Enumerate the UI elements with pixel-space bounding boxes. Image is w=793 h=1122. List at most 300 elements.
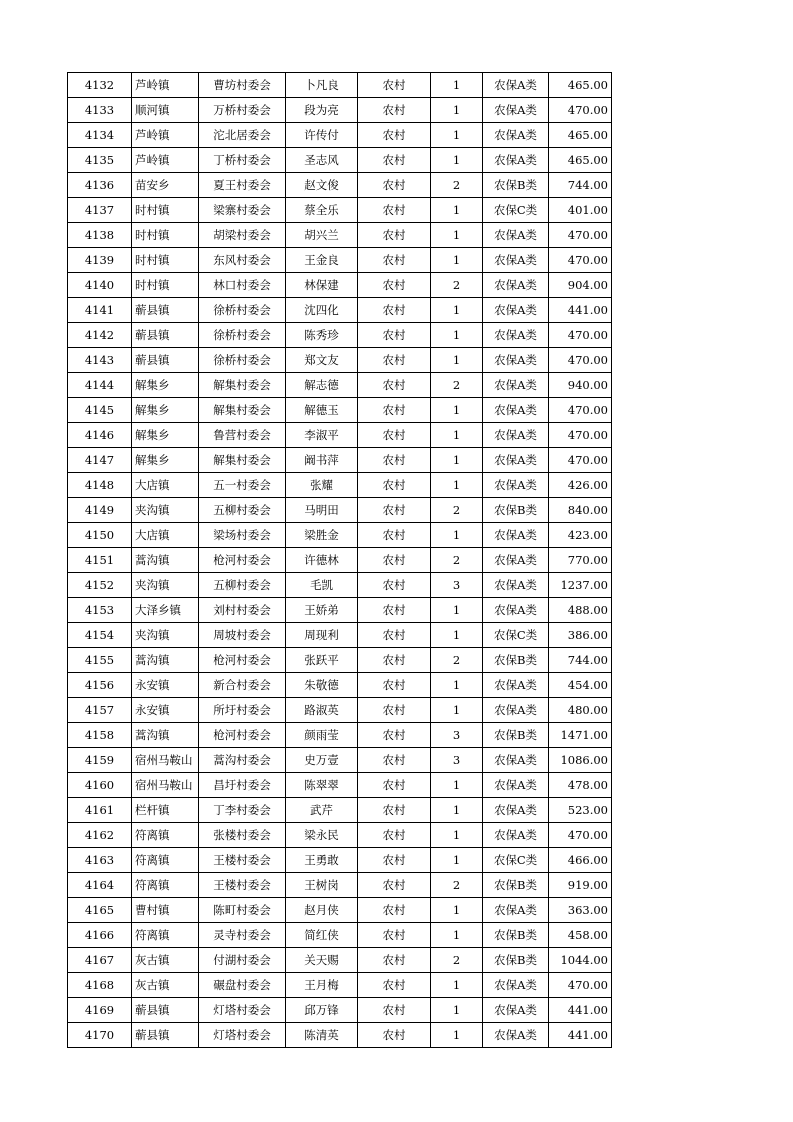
town-cell: 大店镇: [132, 473, 199, 498]
row-number-cell: 4145: [68, 398, 132, 423]
household-type-cell: 农村: [358, 498, 431, 523]
row-number-cell: 4133: [68, 98, 132, 123]
household-type-cell: 农村: [358, 198, 431, 223]
amount-cell: 470.00: [549, 323, 612, 348]
person-name-cell: 李淑平: [286, 423, 358, 448]
table-row: [68, 273, 612, 298]
row-number-cell: 4140: [68, 273, 132, 298]
row-number-cell: 4169: [68, 998, 132, 1023]
person-count-cell: 1: [431, 423, 483, 448]
household-type-cell: 农村: [358, 523, 431, 548]
category-cell: 农保B类: [483, 948, 549, 973]
person-count-cell: 1: [431, 123, 483, 148]
table-row: [68, 448, 612, 473]
category-cell: 农保A类: [483, 148, 549, 173]
person-count-cell: 1: [431, 448, 483, 473]
town-cell: 夹沟镇: [132, 623, 199, 648]
person-count-cell: 1: [431, 673, 483, 698]
person-name-cell: 赵月侠: [286, 898, 358, 923]
table-row: [68, 223, 612, 248]
village-cell: 梁场村委会: [199, 523, 286, 548]
person-name-cell: 林保建: [286, 273, 358, 298]
person-count-cell: 1: [431, 73, 483, 98]
household-type-cell: 农村: [358, 948, 431, 973]
table-row: [68, 623, 612, 648]
row-number-cell: 4166: [68, 923, 132, 948]
household-type-cell: 农村: [358, 373, 431, 398]
category-cell: 农保B类: [483, 923, 549, 948]
person-count-cell: 1: [431, 773, 483, 798]
person-count-cell: 1: [431, 298, 483, 323]
village-cell: 灵寺村委会: [199, 923, 286, 948]
row-number-cell: 4168: [68, 973, 132, 998]
category-cell: 农保C类: [483, 198, 549, 223]
row-number-cell: 4161: [68, 798, 132, 823]
household-type-cell: 农村: [358, 448, 431, 473]
town-cell: 解集乡: [132, 373, 199, 398]
person-count-cell: 2: [431, 648, 483, 673]
town-cell: 永安镇: [132, 673, 199, 698]
household-type-cell: 农村: [358, 898, 431, 923]
town-cell: 符离镇: [132, 873, 199, 898]
amount-cell: 1086.00: [549, 748, 612, 773]
town-cell: 芦岭镇: [132, 148, 199, 173]
household-type-cell: 农村: [358, 473, 431, 498]
row-number-cell: 4155: [68, 648, 132, 673]
village-cell: 沱北居委会: [199, 123, 286, 148]
town-cell: 灰古镇: [132, 948, 199, 973]
person-name-cell: 陈秀珍: [286, 323, 358, 348]
row-number-cell: 4136: [68, 173, 132, 198]
amount-cell: 470.00: [549, 423, 612, 448]
person-count-cell: 3: [431, 748, 483, 773]
person-name-cell: 阚书萍: [286, 448, 358, 473]
person-count-cell: 1: [431, 198, 483, 223]
amount-cell: 523.00: [549, 798, 612, 823]
town-cell: 宿州马鞍山: [132, 773, 199, 798]
category-cell: 农保A类: [483, 598, 549, 623]
category-cell: 农保A类: [483, 798, 549, 823]
person-name-cell: 王勇敢: [286, 848, 358, 873]
town-cell: 永安镇: [132, 698, 199, 723]
table-row: [68, 98, 612, 123]
row-number-cell: 4162: [68, 823, 132, 848]
person-count-cell: 1: [431, 623, 483, 648]
table-row: [68, 848, 612, 873]
person-count-cell: 1: [431, 398, 483, 423]
category-cell: 农保A类: [483, 123, 549, 148]
amount-cell: 465.00: [549, 148, 612, 173]
town-cell: 芦岭镇: [132, 123, 199, 148]
category-cell: 农保C类: [483, 848, 549, 873]
category-cell: 农保A类: [483, 748, 549, 773]
household-type-cell: 农村: [358, 623, 431, 648]
town-cell: 夹沟镇: [132, 498, 199, 523]
town-cell: 解集乡: [132, 398, 199, 423]
category-cell: 农保A类: [483, 398, 549, 423]
person-count-cell: 1: [431, 998, 483, 1023]
category-cell: 农保C类: [483, 623, 549, 648]
person-count-cell: 1: [431, 148, 483, 173]
person-name-cell: 梁胜金: [286, 523, 358, 548]
village-cell: 枪河村委会: [199, 548, 286, 573]
amount-cell: 744.00: [549, 173, 612, 198]
village-cell: 枪河村委会: [199, 723, 286, 748]
category-cell: 农保A类: [483, 273, 549, 298]
table-row: [68, 323, 612, 348]
row-number-cell: 4157: [68, 698, 132, 723]
town-cell: 符离镇: [132, 823, 199, 848]
table-row: [68, 473, 612, 498]
household-type-cell: 农村: [358, 223, 431, 248]
table-row: [68, 923, 612, 948]
household-type-cell: 农村: [358, 973, 431, 998]
household-type-cell: 农村: [358, 123, 431, 148]
amount-cell: 470.00: [549, 98, 612, 123]
village-cell: 枪河村委会: [199, 648, 286, 673]
table-row: [68, 123, 612, 148]
household-type-cell: 农村: [358, 73, 431, 98]
row-number-cell: 4151: [68, 548, 132, 573]
row-number-cell: 4159: [68, 748, 132, 773]
village-cell: 东风村委会: [199, 248, 286, 273]
table-row: [68, 398, 612, 423]
person-count-cell: 1: [431, 223, 483, 248]
household-type-cell: 农村: [358, 398, 431, 423]
town-cell: 时村镇: [132, 223, 199, 248]
household-type-cell: 农村: [358, 773, 431, 798]
town-cell: 大店镇: [132, 523, 199, 548]
village-cell: 蒿沟村委会: [199, 748, 286, 773]
person-name-cell: 朱敬德: [286, 673, 358, 698]
row-number-cell: 4134: [68, 123, 132, 148]
town-cell: 栏杆镇: [132, 798, 199, 823]
amount-cell: 470.00: [549, 223, 612, 248]
table-row: [68, 248, 612, 273]
person-count-cell: 1: [431, 923, 483, 948]
village-cell: 丁李村委会: [199, 798, 286, 823]
amount-cell: 940.00: [549, 373, 612, 398]
row-number-cell: 4141: [68, 298, 132, 323]
household-type-cell: 农村: [358, 173, 431, 198]
amount-cell: 744.00: [549, 648, 612, 673]
amount-cell: 386.00: [549, 623, 612, 648]
village-cell: 徐桥村委会: [199, 348, 286, 373]
beneficiary-table: [67, 72, 612, 1048]
household-type-cell: 农村: [358, 248, 431, 273]
table-row: [68, 498, 612, 523]
household-type-cell: 农村: [358, 548, 431, 573]
category-cell: 农保A类: [483, 523, 549, 548]
table-row: [68, 898, 612, 923]
person-count-cell: 2: [431, 548, 483, 573]
table-row: [68, 148, 612, 173]
household-type-cell: 农村: [358, 273, 431, 298]
table-row: [68, 673, 612, 698]
town-cell: 符离镇: [132, 848, 199, 873]
category-cell: 农保A类: [483, 248, 549, 273]
village-cell: 张楼村委会: [199, 823, 286, 848]
table-row: [68, 523, 612, 548]
category-cell: 农保A类: [483, 423, 549, 448]
amount-cell: 441.00: [549, 998, 612, 1023]
town-cell: 蕲县镇: [132, 298, 199, 323]
category-cell: 农保A类: [483, 573, 549, 598]
category-cell: 农保A类: [483, 98, 549, 123]
table-row: [68, 423, 612, 448]
household-type-cell: 农村: [358, 998, 431, 1023]
table-row: [68, 298, 612, 323]
amount-cell: 470.00: [549, 448, 612, 473]
village-cell: 五柳村委会: [199, 498, 286, 523]
amount-cell: 466.00: [549, 848, 612, 873]
town-cell: 蕲县镇: [132, 323, 199, 348]
category-cell: 农保B类: [483, 873, 549, 898]
person-name-cell: 简红侠: [286, 923, 358, 948]
town-cell: 曹村镇: [132, 898, 199, 923]
amount-cell: 454.00: [549, 673, 612, 698]
village-cell: 鲁营村委会: [199, 423, 286, 448]
household-type-cell: 农村: [358, 573, 431, 598]
person-count-cell: 2: [431, 948, 483, 973]
row-number-cell: 4143: [68, 348, 132, 373]
category-cell: 农保A类: [483, 773, 549, 798]
amount-cell: 423.00: [549, 523, 612, 548]
person-name-cell: 解志德: [286, 373, 358, 398]
village-cell: 陈町村委会: [199, 898, 286, 923]
town-cell: 时村镇: [132, 273, 199, 298]
household-type-cell: 农村: [358, 98, 431, 123]
village-cell: 解集村委会: [199, 398, 286, 423]
town-cell: 符离镇: [132, 923, 199, 948]
table-row: [68, 573, 612, 598]
person-count-cell: 1: [431, 348, 483, 373]
amount-cell: 363.00: [549, 898, 612, 923]
person-name-cell: 蔡全乐: [286, 198, 358, 223]
amount-cell: 465.00: [549, 73, 612, 98]
person-count-cell: 2: [431, 173, 483, 198]
row-number-cell: 4144: [68, 373, 132, 398]
village-cell: 万桥村委会: [199, 98, 286, 123]
person-count-cell: 1: [431, 823, 483, 848]
household-type-cell: 农村: [358, 798, 431, 823]
amount-cell: 470.00: [549, 248, 612, 273]
amount-cell: 470.00: [549, 823, 612, 848]
amount-cell: 470.00: [549, 973, 612, 998]
table-row: [68, 798, 612, 823]
category-cell: 农保A类: [483, 323, 549, 348]
household-type-cell: 农村: [358, 848, 431, 873]
person-name-cell: 卜凡良: [286, 73, 358, 98]
person-name-cell: 马明田: [286, 498, 358, 523]
amount-cell: 770.00: [549, 548, 612, 573]
person-count-cell: 1: [431, 898, 483, 923]
town-cell: 蕲县镇: [132, 348, 199, 373]
category-cell: 农保A类: [483, 548, 549, 573]
amount-cell: 426.00: [549, 473, 612, 498]
person-name-cell: 郑文友: [286, 348, 358, 373]
person-name-cell: 颜雨莹: [286, 723, 358, 748]
row-number-cell: 4163: [68, 848, 132, 873]
amount-cell: 458.00: [549, 923, 612, 948]
row-number-cell: 4148: [68, 473, 132, 498]
amount-cell: 904.00: [549, 273, 612, 298]
village-cell: 灯塔村委会: [199, 1023, 286, 1048]
town-cell: 芦岭镇: [132, 73, 199, 98]
town-cell: 顺河镇: [132, 98, 199, 123]
household-type-cell: 农村: [358, 923, 431, 948]
village-cell: 曹坊村委会: [199, 73, 286, 98]
village-cell: 胡梁村委会: [199, 223, 286, 248]
table-row: [68, 173, 612, 198]
amount-cell: 441.00: [549, 298, 612, 323]
town-cell: 苗安乡: [132, 173, 199, 198]
row-number-cell: 4160: [68, 773, 132, 798]
row-number-cell: 4135: [68, 148, 132, 173]
household-type-cell: 农村: [358, 723, 431, 748]
household-type-cell: 农村: [358, 598, 431, 623]
amount-cell: 470.00: [549, 348, 612, 373]
household-type-cell: 农村: [358, 698, 431, 723]
category-cell: 农保A类: [483, 348, 549, 373]
table-row: [68, 873, 612, 898]
village-cell: 五一村委会: [199, 473, 286, 498]
category-cell: 农保B类: [483, 723, 549, 748]
village-cell: 刘村村委会: [199, 598, 286, 623]
row-number-cell: 4164: [68, 873, 132, 898]
household-type-cell: 农村: [358, 423, 431, 448]
household-type-cell: 农村: [358, 873, 431, 898]
amount-cell: 441.00: [549, 1023, 612, 1048]
amount-cell: 488.00: [549, 598, 612, 623]
village-cell: 夏王村委会: [199, 173, 286, 198]
amount-cell: 465.00: [549, 123, 612, 148]
row-number-cell: 4165: [68, 898, 132, 923]
person-name-cell: 邱万锋: [286, 998, 358, 1023]
table-row: [68, 973, 612, 998]
person-name-cell: 梁永民: [286, 823, 358, 848]
row-number-cell: 4170: [68, 1023, 132, 1048]
row-number-cell: 4150: [68, 523, 132, 548]
person-count-cell: 1: [431, 848, 483, 873]
table-row: [68, 1023, 612, 1048]
town-cell: 蕲县镇: [132, 1023, 199, 1048]
person-name-cell: 陈翠翠: [286, 773, 358, 798]
person-name-cell: 赵文俊: [286, 173, 358, 198]
person-name-cell: 王树岗: [286, 873, 358, 898]
table-row: [68, 998, 612, 1023]
amount-cell: 1044.00: [549, 948, 612, 973]
row-number-cell: 4153: [68, 598, 132, 623]
household-type-cell: 农村: [358, 323, 431, 348]
village-cell: 昌圩村委会: [199, 773, 286, 798]
person-name-cell: 王金良: [286, 248, 358, 273]
person-count-cell: 2: [431, 273, 483, 298]
row-number-cell: 4138: [68, 223, 132, 248]
person-count-cell: 1: [431, 973, 483, 998]
person-count-cell: 1: [431, 98, 483, 123]
person-name-cell: 沈四化: [286, 298, 358, 323]
row-number-cell: 4152: [68, 573, 132, 598]
village-cell: 王楼村委会: [199, 873, 286, 898]
amount-cell: 1471.00: [549, 723, 612, 748]
person-count-cell: 1: [431, 523, 483, 548]
person-name-cell: 毛凯: [286, 573, 358, 598]
table-row: [68, 548, 612, 573]
person-count-cell: 2: [431, 498, 483, 523]
row-number-cell: 4132: [68, 73, 132, 98]
person-name-cell: 关天赐: [286, 948, 358, 973]
person-name-cell: 许传付: [286, 123, 358, 148]
town-cell: 大泽乡镇: [132, 598, 199, 623]
category-cell: 农保B类: [483, 498, 549, 523]
category-cell: 农保B类: [483, 648, 549, 673]
category-cell: 农保A类: [483, 73, 549, 98]
table-row: [68, 698, 612, 723]
town-cell: 蒿沟镇: [132, 548, 199, 573]
row-number-cell: 4142: [68, 323, 132, 348]
category-cell: 农保B类: [483, 173, 549, 198]
town-cell: 时村镇: [132, 198, 199, 223]
village-cell: 丁桥村委会: [199, 148, 286, 173]
category-cell: 农保A类: [483, 673, 549, 698]
person-name-cell: 解德玉: [286, 398, 358, 423]
row-number-cell: 4147: [68, 448, 132, 473]
town-cell: 宿州马鞍山: [132, 748, 199, 773]
village-cell: 解集村委会: [199, 373, 286, 398]
amount-cell: 919.00: [549, 873, 612, 898]
village-cell: 灯塔村委会: [199, 998, 286, 1023]
person-name-cell: 王娇弟: [286, 598, 358, 623]
person-count-cell: 1: [431, 798, 483, 823]
person-count-cell: 2: [431, 873, 483, 898]
person-count-cell: 1: [431, 1023, 483, 1048]
village-cell: 新合村委会: [199, 673, 286, 698]
village-cell: 所圩村委会: [199, 698, 286, 723]
amount-cell: 1237.00: [549, 573, 612, 598]
person-count-cell: 3: [431, 573, 483, 598]
table-row: [68, 823, 612, 848]
table-row: [68, 73, 612, 98]
village-cell: 王楼村委会: [199, 848, 286, 873]
person-name-cell: 许德林: [286, 548, 358, 573]
person-name-cell: 周现利: [286, 623, 358, 648]
row-number-cell: 4149: [68, 498, 132, 523]
row-number-cell: 4154: [68, 623, 132, 648]
category-cell: 农保A类: [483, 698, 549, 723]
category-cell: 农保A类: [483, 298, 549, 323]
person-name-cell: 胡兴兰: [286, 223, 358, 248]
category-cell: 农保A类: [483, 448, 549, 473]
household-type-cell: 农村: [358, 348, 431, 373]
person-name-cell: 路淑英: [286, 698, 358, 723]
person-count-cell: 1: [431, 698, 483, 723]
village-cell: 梁寨村委会: [199, 198, 286, 223]
village-cell: 五柳村委会: [199, 573, 286, 598]
village-cell: 徐桥村委会: [199, 323, 286, 348]
person-name-cell: 圣志风: [286, 148, 358, 173]
category-cell: 农保A类: [483, 973, 549, 998]
person-name-cell: 段为亮: [286, 98, 358, 123]
table-row: [68, 773, 612, 798]
town-cell: 夹沟镇: [132, 573, 199, 598]
table-row: [68, 948, 612, 973]
person-name-cell: 陈清英: [286, 1023, 358, 1048]
household-type-cell: 农村: [358, 298, 431, 323]
town-cell: 蕲县镇: [132, 998, 199, 1023]
category-cell: 农保A类: [483, 1023, 549, 1048]
row-number-cell: 4156: [68, 673, 132, 698]
